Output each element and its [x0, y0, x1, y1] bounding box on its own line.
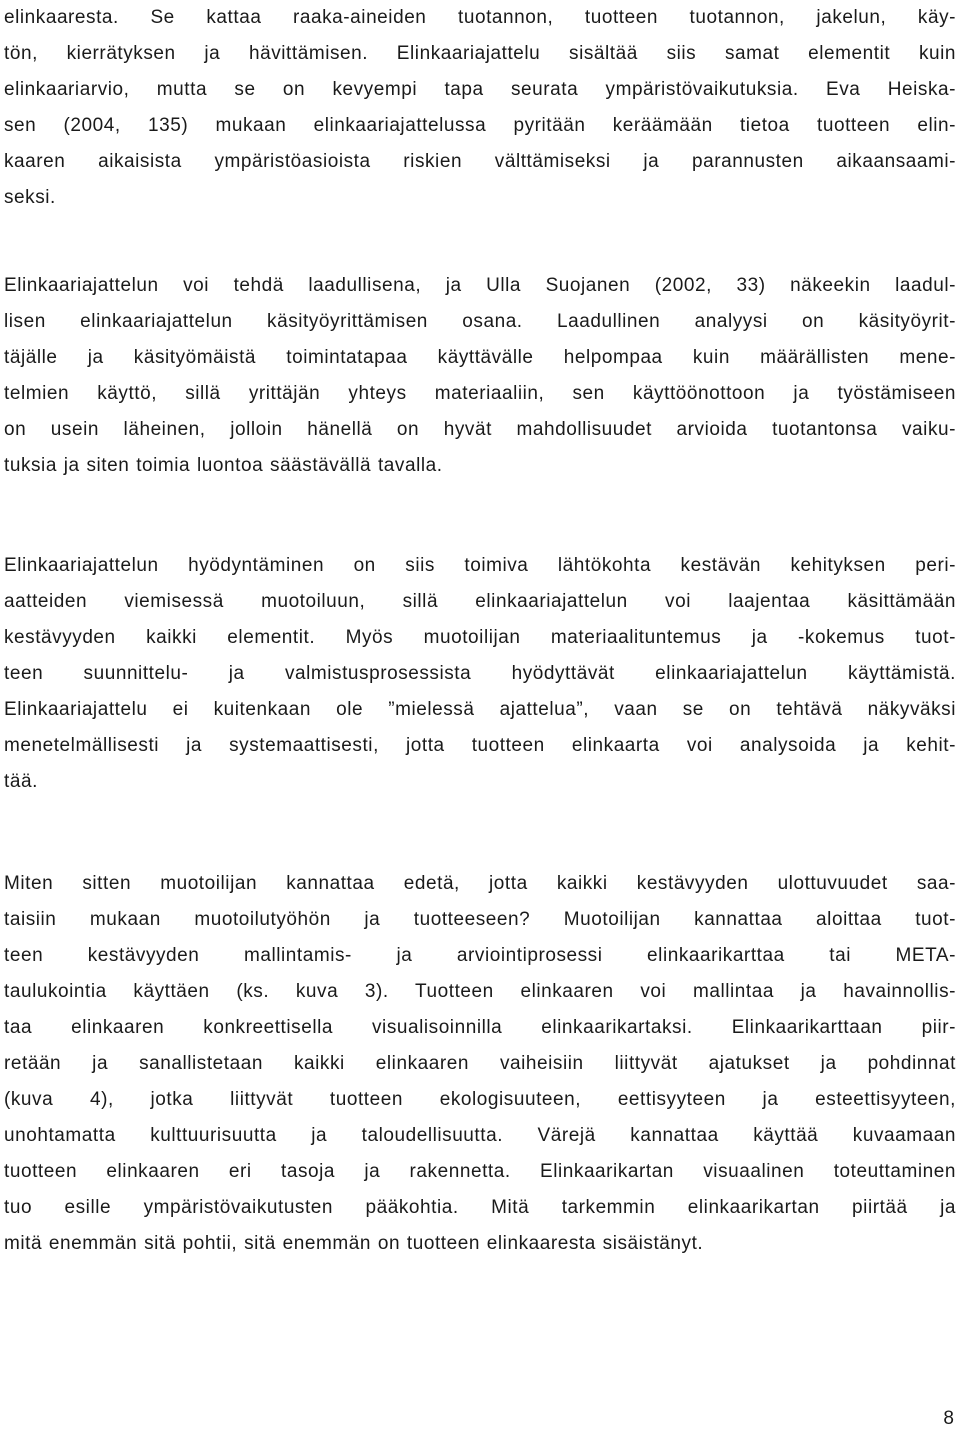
paragraph-3 [4, 548, 956, 800]
text-line: retään ja sanallistetaan kaikki elinkaaren vaiheisiin liittyvät ajatukset ja pohdinnat [4, 1053, 956, 1074]
text-line: seksi. [4, 187, 56, 208]
paragraph-1 [4, 0, 956, 216]
text-line: kestävyyden kaikki elementit. Myös muotoilijan materiaalituntemus ja -kokemus tuot- [4, 627, 956, 648]
text-line: lisen elinkaariajattelun käsityöyrittämisen osana. Laadullinen analyysi on käsityöyrit- [4, 311, 956, 332]
text-line: taulukointia käyttäen (ks. kuva 3). Tuotteen elinkaaren voi mallintaa ja havainnollis- [4, 981, 956, 1002]
text-line: Elinkaariajattelu ei kuitenkaan ole ”mielessä ajattelua”, vaan se on tehtävä näkyväksi [4, 699, 956, 720]
paragraph-2 [4, 268, 956, 484]
text-line: tuksia ja siten toimia luontoa säästävällä tavalla. [4, 455, 443, 476]
text-line: Miten sitten muotoilijan kannattaa edetä, jotta kaikki kestävyyden ulottuvuudet saa- [4, 873, 956, 894]
text-line: aatteiden viemisessä muotoiluun, sillä elinkaariajattelun voi laajentaa käsittämään [4, 591, 956, 612]
text-line: mitä enemmän sitä pohtii, sitä enemmän on tuotteen elinkaaresta sisäistänyt. [4, 1233, 704, 1254]
text-line: tön, kierrätyksen ja hävittämisen. Elinkaariajattelu sisältää siis samat elementit kuin [4, 43, 956, 64]
text-line: tuo esille ympäristövaikutusten pääkohtia. Mitä tarkemmin elinkaarikartan piirtää ja [4, 1197, 956, 1218]
text-line: teen suunnittelu- ja valmistusprosessista hyödyttävät elinkaariajattelun käyttämistä. [4, 663, 956, 684]
text-line: tuotteen elinkaaren eri tasoja ja rakennetta. Elinkaarikartan visuaalinen toteuttaminen [4, 1161, 956, 1182]
text-line: kaaren aikaisista ympäristöasioista riskien välttämiseksi ja parannusten aikaansaami- [4, 151, 956, 172]
text-line: tää. [4, 771, 38, 792]
text-line: Elinkaariajattelun voi tehdä laadullisena, ja Ulla Suojanen (2002, 33) näkeekin laadul- [4, 275, 956, 296]
text-line: elinkaaresta. Se kattaa raaka-aineiden tuotannon, tuotteen tuotannon, jakelun, käy- [4, 7, 956, 28]
text-line: taisiin mukaan muotoilutyöhön ja tuotteeseen? Muotoilijan kannattaa aloittaa tuot- [4, 909, 956, 930]
text-line: täjälle ja käsityömäistä toimintatapaa käyttävälle helpompaa kuin määrällisten mene- [4, 347, 956, 368]
text-line: sen (2004, 135) mukaan elinkaariajattelussa pyritään keräämään tietoa tuotteen elin- [4, 115, 956, 136]
page-number: 8 [943, 1408, 954, 1429]
text-line: taa elinkaaren konkreettisella visualisoinnilla elinkaarikartaksi. Elinkaarikarttaan piir- [4, 1017, 956, 1038]
text-line: on usein läheinen, jolloin hänellä on hyvät mahdollisuudet arvioida tuotantonsa vaiku- [4, 419, 956, 440]
text-line: elinkaariarvio, mutta se on kevyempi tapa seurata ympäristövaikutuksia. Eva Heiska- [4, 79, 956, 100]
text-line: telmien käyttö, sillä yrittäjän yhteys materiaaliin, sen käyttöönottoon ja työstämiseen [4, 383, 956, 404]
text-line: unohtamatta kulttuurisuutta ja taloudellisuutta. Värejä kannattaa käyttää kuvaamaan [4, 1125, 956, 1146]
text-line: Elinkaariajattelun hyödyntäminen on siis toimiva lähtökohta kestävän kehityksen peri- [4, 555, 956, 576]
paragraph-4 [4, 866, 956, 1262]
text-line: (kuva 4), jotka liittyvät tuotteen ekologisuuteen, eettisyyteen ja esteettisyyteen, [4, 1089, 956, 1110]
text-line: menetelmällisesti ja systemaattisesti, jotta tuotteen elinkaarta voi analysoida ja kehit- [4, 735, 956, 756]
text-line: teen kestävyyden mallintamis- ja arviointiprosessi elinkaarikarttaa tai META- [4, 945, 956, 966]
